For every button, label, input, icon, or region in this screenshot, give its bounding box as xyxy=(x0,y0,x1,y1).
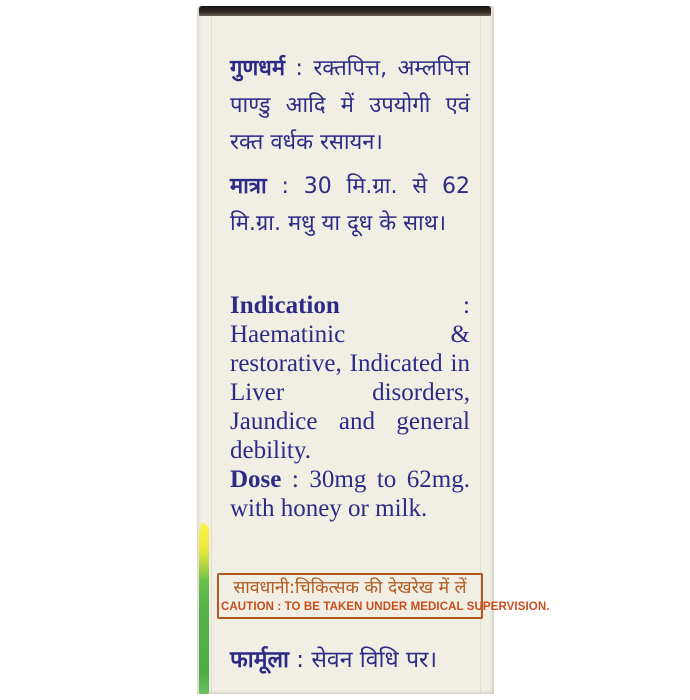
properties-paragraph-hindi xyxy=(230,50,470,161)
formula-label: फार्मूला xyxy=(230,647,289,673)
dosage-paragraph-hindi xyxy=(230,168,470,242)
formula-separator: : xyxy=(289,647,312,673)
formula-paragraph-hindi xyxy=(230,642,470,679)
dosage-separator: : xyxy=(266,174,304,199)
properties-text: रक्तपित्त, अम्लपित्त पाण्डु आदि में उपयोगी एवं रक्त वर्धक रसायन। xyxy=(230,56,471,155)
indication-label: Indication xyxy=(230,292,340,319)
caution-box xyxy=(217,573,550,619)
properties-label: गुणधर्म xyxy=(230,56,285,81)
box-edge-color-stripe xyxy=(199,522,209,694)
indication-paragraph xyxy=(230,291,470,465)
formula-text: सेवन विधि पर। xyxy=(311,647,438,673)
panel-text-content xyxy=(221,6,550,679)
dose-text: 30mg to 62mg. with honey or milk. xyxy=(230,466,470,522)
dose-label: Dose xyxy=(230,466,282,493)
caution-text-english: CAUTION : TO BE TAKEN UNDER MEDICAL SUPERVISION. xyxy=(221,601,550,613)
medicine-box-panel xyxy=(197,6,550,694)
dose-paragraph xyxy=(230,465,470,523)
dosage-text: 30 मि.ग्रा. से 62 मि.ग्रा. मधु या दूध के साथ। xyxy=(230,174,470,236)
dosage-label: मात्रा xyxy=(230,174,267,199)
caution-text-hindi: सावधानी:चिकित्सक की देखरेख में लें xyxy=(233,578,467,598)
indication-text: Haematinic & restorative, Indicated in Liver disorders, Jaundice and general debility. xyxy=(230,321,470,464)
properties-separator: : xyxy=(284,56,314,81)
indication-separator: : xyxy=(339,292,470,319)
dose-separator: : xyxy=(281,466,310,493)
